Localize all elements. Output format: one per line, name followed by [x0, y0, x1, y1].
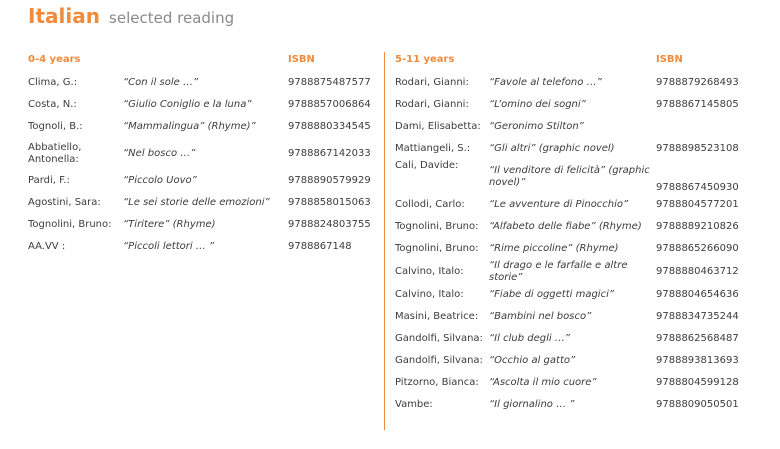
table-row: [395, 160, 755, 194]
book-title: “Alfabeto delle fiabe” (Rhyme): [489, 221, 642, 232]
book-author: Collodi, Carlo:: [395, 199, 465, 210]
book-title: “Tiritere” (Rhyme): [123, 219, 216, 230]
table-row: [28, 170, 383, 192]
table-row: [395, 284, 755, 306]
book-title: “Il giornalino … ”: [489, 399, 575, 410]
table-row: [395, 72, 755, 94]
book-isbn: 9788862568487: [656, 333, 739, 344]
book-isbn: 9788867148: [288, 241, 352, 252]
book-author: Rodari, Gianni:: [395, 99, 469, 110]
left-reading-table: [28, 72, 383, 258]
table-row: [395, 260, 755, 284]
book-author: Vambe:: [395, 399, 433, 410]
book-author: Cali, Davide:: [395, 160, 459, 171]
book-author: Tognolini, Bruno:: [395, 221, 479, 232]
book-isbn: 9788857006864: [288, 99, 371, 110]
table-row: [395, 350, 755, 372]
book-isbn: 9788804577201: [656, 199, 739, 210]
title-main: Italian: [28, 4, 100, 28]
book-title: “Nel bosco …”: [123, 148, 196, 159]
book-title: “Piccolo Uovo”: [123, 175, 197, 186]
book-author: Dami, Elisabetta:: [395, 121, 481, 132]
table-row: [28, 214, 383, 236]
title-sub: selected reading: [109, 9, 235, 27]
left-section-label: 0-4 years: [28, 54, 81, 65]
book-isbn: 9788890579929: [288, 175, 371, 186]
book-author: Gandolfi, Silvana:: [395, 333, 483, 344]
book-isbn: 9788898523108: [656, 143, 739, 154]
book-title: “Occhio al gatto”: [489, 355, 576, 366]
table-row: [395, 306, 755, 328]
table-row: [395, 328, 755, 350]
book-author: Tognolini, Bruno:: [28, 219, 112, 230]
book-title: “Giulio Coniglio e la luna”: [123, 99, 252, 110]
book-author: Tognolini, Bruno:: [395, 243, 479, 254]
table-row: [28, 138, 383, 170]
book-author: Calvino, Italo:: [395, 266, 464, 277]
book-title: “Ascolta il mio cuore”: [489, 377, 597, 388]
book-isbn: 9788804654636: [656, 289, 739, 300]
book-isbn: 9788867142033: [288, 148, 371, 159]
column-divider: [384, 52, 385, 430]
table-row: [395, 216, 755, 238]
right-reading-table: [395, 72, 755, 416]
table-row: [395, 116, 755, 138]
left-header: [28, 52, 383, 72]
book-isbn: 9788880463712: [656, 266, 739, 277]
book-title: “Geronimo Stilton”: [489, 121, 584, 132]
book-isbn: 9788858015063: [288, 197, 371, 208]
book-author: Gandolfi, Silvana:: [395, 355, 483, 366]
book-isbn: 9788889210826: [656, 221, 739, 232]
table-row: [395, 194, 755, 216]
book-isbn: 9788809050501: [656, 399, 739, 410]
table-row: [395, 138, 755, 160]
book-author: Tognoli, B.:: [28, 121, 83, 132]
book-title: “Fiabe di oggetti magici”: [489, 289, 615, 300]
book-author: Masini, Beatrice:: [395, 311, 479, 322]
book-author: AA.VV :: [28, 241, 66, 252]
table-row: [28, 72, 383, 94]
book-author: Costa, N.:: [28, 99, 77, 110]
book-title: “Il venditore di felicità” (graphic novel)”: [489, 165, 650, 188]
book-title: “Gli altri” (graphic novel): [489, 143, 615, 154]
right-column: [395, 52, 755, 416]
table-row: [28, 236, 383, 258]
table-row: [395, 372, 755, 394]
table-row: [395, 394, 755, 416]
book-isbn: 9788879268493: [656, 77, 739, 88]
book-isbn: 9788824803755: [288, 219, 371, 230]
book-title: “Bambini nel bosco”: [489, 311, 592, 322]
book-isbn: 9788893813693: [656, 355, 739, 366]
page-title: [28, 4, 234, 28]
table-row: [28, 94, 383, 116]
table-row: [395, 94, 755, 116]
book-title: “Le sei storie delle emozioni”: [123, 197, 270, 208]
book-isbn: [656, 116, 755, 138]
left-column: [28, 52, 383, 258]
book-isbn: 9788834735244: [656, 311, 739, 322]
book-author: Agostini, Sara:: [28, 197, 101, 208]
book-isbn: 9788880334545: [288, 121, 371, 132]
table-row: [28, 116, 383, 138]
book-title: “Favole al telefono …”: [489, 77, 602, 88]
book-author: Rodari, Gianni:: [395, 77, 469, 88]
book-title: “Il club degli …”: [489, 333, 570, 344]
right-header: [395, 52, 755, 72]
book-isbn: 9788865266090: [656, 243, 739, 254]
book-title: “L’omino dei sogni”: [489, 99, 586, 110]
book-title: “Mammalingua” (Rhyme)”: [123, 121, 256, 132]
right-isbn-header: ISBN: [656, 54, 683, 65]
right-section-label: 5-11 years: [395, 54, 455, 65]
book-author: Abbatiello, Antonella:: [28, 142, 82, 165]
book-isbn: 9788804599128: [656, 377, 739, 388]
book-title: “Le avventure di Pinocchio”: [489, 199, 629, 210]
left-isbn-header: ISBN: [288, 54, 315, 65]
book-author: Pitzorno, Bianca:: [395, 377, 479, 388]
book-title: “Il drago e le farfalle e altre storie”: [489, 260, 628, 283]
book-title: “Rime piccoline” (Rhyme): [489, 243, 619, 254]
table-row: [28, 192, 383, 214]
book-title: “Piccoli lettori … ”: [123, 241, 215, 252]
book-isbn: 9788867450930: [656, 182, 739, 193]
table-row: [395, 238, 755, 260]
book-author: Clima, G.:: [28, 77, 78, 88]
book-author: Calvino, Italo:: [395, 289, 464, 300]
book-title: “Con il sole …”: [123, 77, 199, 88]
book-author: Mattiangeli, S.:: [395, 143, 471, 154]
book-isbn: 9788867145805: [656, 99, 739, 110]
book-author: Pardi, F.:: [28, 175, 70, 186]
book-isbn: 9788875487577: [288, 77, 371, 88]
